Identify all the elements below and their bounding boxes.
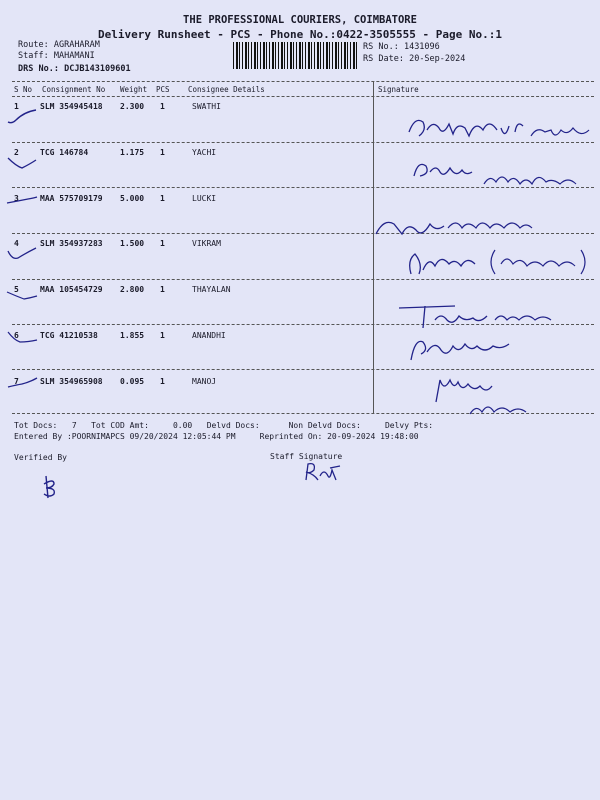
reprinted-value: 20-09-2024 19:48:00 — [327, 432, 419, 441]
row-weight: 2.300 — [120, 102, 145, 111]
col-sno: S No — [14, 85, 33, 94]
col-consignment: Consignment No — [42, 85, 106, 94]
handwritten-signature-row2 — [410, 158, 590, 194]
tot-docs-value: 7 — [71, 421, 77, 430]
staff-value: MAHAMANI — [53, 51, 95, 61]
staff-label: Staff: — [18, 51, 49, 61]
rs-no-label: RS No.: — [363, 42, 399, 52]
col-signature: Signature — [378, 85, 419, 94]
staff-signature-mark — [300, 460, 344, 484]
tick-mark-icon — [6, 330, 38, 348]
row-consignee: YACHI — [192, 148, 217, 157]
route-value: AGRAHARAM — [53, 40, 100, 50]
tick-mark-icon — [6, 108, 38, 126]
handwritten-signature-row1 — [405, 112, 595, 148]
table-top-rule — [12, 81, 594, 82]
col-weight: Weight — [120, 85, 148, 94]
row-pcs: 1 — [160, 377, 165, 386]
row-pcs: 1 — [160, 148, 165, 157]
row-consignee: THAYALAN — [192, 285, 231, 294]
row-weight: 1.855 — [120, 331, 145, 340]
rs-date-line — [363, 54, 465, 65]
delvy-pts-label: Delvy Pts: — [384, 421, 434, 430]
tick-mark-icon — [6, 195, 38, 213]
row-sno: 1 — [14, 102, 19, 111]
barcode — [233, 42, 358, 69]
row-consignment: TCG 146784 — [40, 148, 89, 157]
staff-signature-label: Staff Signature — [270, 452, 343, 461]
col-consignee: Consignee Details — [188, 85, 265, 94]
handwritten-signature-row6 — [405, 332, 515, 364]
row-consignee: LUCKI — [192, 194, 217, 203]
rs-no-line — [363, 42, 440, 53]
row-consignment: SLM 354937283 — [40, 239, 103, 248]
row-consignee: SWATHI — [192, 102, 221, 111]
verified-signature-mark — [40, 474, 62, 500]
row-sno: 4 — [14, 239, 19, 248]
row-rule — [12, 369, 594, 370]
row-pcs: 1 — [160, 194, 165, 203]
handwritten-signature-row7 — [430, 372, 540, 418]
handwritten-signature-row3 — [372, 210, 562, 244]
row-weight: 1.175 — [120, 148, 145, 157]
row-consignee: MANOJ — [192, 377, 217, 386]
route-label: Route: — [18, 40, 49, 50]
tot-cod-label: Tot COD Amt: — [91, 421, 149, 430]
handwritten-signature-row5 — [395, 302, 565, 332]
tot-docs-label: Tot Docs: — [14, 421, 58, 430]
drs-label: DRS No.: — [18, 64, 59, 74]
row-consignee: VIKRAM — [192, 239, 221, 248]
rs-date-value: 20-Sep-2024 — [409, 54, 466, 64]
tot-cod-value: 0.00 — [172, 421, 193, 430]
drs-value: DCJB143109601 — [64, 64, 131, 74]
row-sno: 6 — [14, 331, 19, 340]
row-pcs: 1 — [160, 102, 165, 111]
reprinted-label: Reprinted On: — [259, 432, 323, 441]
entered-by-label: Entered By : — [14, 432, 72, 441]
staff-line — [18, 51, 95, 62]
header-bottom-rule — [12, 96, 594, 97]
rs-date-label: RS Date: — [363, 54, 404, 64]
row-weight: 5.000 — [120, 194, 145, 203]
route-line — [18, 40, 100, 51]
runsheet-subtitle: Delivery Runsheet - PCS - Phone No.:0422-3505555 - Page No.:1 — [98, 28, 502, 41]
tick-mark-icon — [6, 375, 38, 393]
verified-by-label: Verified By — [14, 453, 67, 462]
row-consignee: ANANDHI — [192, 331, 226, 340]
row-sno: 5 — [14, 285, 19, 294]
entered-line — [14, 432, 419, 441]
totals-line — [14, 421, 433, 430]
tick-mark-icon — [6, 287, 38, 305]
tick-mark-icon — [6, 154, 38, 172]
row-weight: 0.095 — [120, 377, 145, 386]
non-delvd-docs-label: Non Delvd Docs: — [288, 421, 361, 430]
handwritten-signature-row4 — [405, 246, 590, 280]
row-sno: 3 — [14, 194, 19, 203]
row-pcs: 1 — [160, 285, 165, 294]
row-consignment: MAA 575709179 — [40, 194, 103, 203]
delvd-docs-label: Delvd Docs: — [206, 421, 260, 430]
row-consignment: TCG 41210538 — [40, 331, 98, 340]
row-sno: 2 — [14, 148, 19, 157]
entered-by-value: POORNIMAPCS 09/20/2024 12:05:44 PM — [71, 432, 236, 441]
row-weight: 1.500 — [120, 239, 145, 248]
drs-line — [18, 64, 131, 75]
row-sno: 7 — [14, 377, 19, 386]
row-pcs: 1 — [160, 239, 165, 248]
company-title: THE PROFESSIONAL COURIERS, COIMBATORE — [183, 14, 417, 26]
row-consignment: SLM 354945418 — [40, 102, 103, 111]
rs-no-value: 1431096 — [403, 42, 440, 52]
signature-divider — [373, 82, 374, 413]
row-consignment: MAA 105454729 — [40, 285, 103, 294]
row-consignment: SLM 354965908 — [40, 377, 103, 386]
tick-mark-icon — [6, 245, 38, 263]
row-weight: 2.800 — [120, 285, 145, 294]
row-pcs: 1 — [160, 331, 165, 340]
col-pcs: PCS — [156, 85, 170, 94]
